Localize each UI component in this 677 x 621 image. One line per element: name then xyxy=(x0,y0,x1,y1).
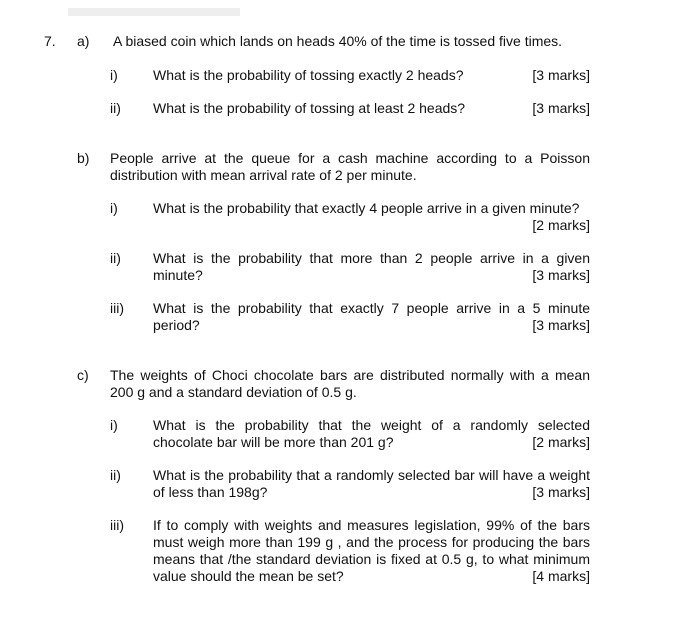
part-a-label: a) xyxy=(77,33,90,49)
part-c-item-2-marks: [3 marks] xyxy=(532,484,590,500)
part-b-item-3-text: What is the probability that exactly 7 people arrive in a 5 minute period? xyxy=(153,300,590,333)
part-b-item-2-label: ii) xyxy=(110,250,121,266)
part-b-item-3-marks: [3 marks] xyxy=(532,317,590,333)
part-b-item-1-text: What is the probability that exactly 4 people arrive in a given minute? xyxy=(153,200,580,216)
part-b-item-2-text: What is the probability that more than 2 people arrive in a given minute? xyxy=(153,250,590,283)
part-a-item-2-text: What is the probability of tossing at least 2 heads? xyxy=(153,100,466,116)
part-c-item-1-marks: [2 marks] xyxy=(532,434,590,450)
part-b-item-3-label: iii) xyxy=(110,300,124,316)
part-a-stem: A biased coin which lands on heads 40% of the time is tossed five times. xyxy=(113,33,563,49)
part-c-item-3-text: If to comply with weights and measures legislation, 99% of the bars must weigh more than 199 g , and the process for producing the bars means that /the standard deviation is fixed at 0.5 g, to what minimum value should the mean be set? xyxy=(153,517,590,584)
part-a-item-1-marks: [3 marks] xyxy=(532,67,590,83)
part-a-item-1-text: What is the probability of tossing exactly 2 heads? xyxy=(153,67,464,83)
part-a-item-2-label: ii) xyxy=(110,100,121,116)
part-a-item-2-marks: [3 marks] xyxy=(532,100,590,116)
part-b-item-1-marks: [2 marks] xyxy=(532,217,590,233)
part-c-item-3-marks: [4 marks] xyxy=(532,568,590,584)
part-b-label: b) xyxy=(77,150,90,166)
part-b-item-1-label: i) xyxy=(110,200,118,216)
part-b-stem: People arrive at the queue for a cash machine according to a Poisson distribution with mean arrival rate of 2 per minute. xyxy=(110,150,590,183)
part-c-item-2-text: What is the probability that a randomly selected bar will have a weight of less than 198g? xyxy=(153,467,590,500)
part-c-stem: The weights of Choci chocolate bars are distributed normally with a mean 200 g and a standard deviation of 0.5 g. xyxy=(110,367,590,400)
part-c-item-3-label: iii) xyxy=(110,517,124,533)
part-b-item-2-marks: [3 marks] xyxy=(532,267,590,283)
part-c-item-1-text: What is the probability that the weight of a randomly selected chocolate bar will be more than 201 g? xyxy=(153,417,590,450)
part-a-item-1-label: i) xyxy=(110,67,118,83)
scan-artifact xyxy=(68,8,240,16)
part-c-item-1-label: i) xyxy=(110,417,118,433)
part-c-item-2-label: ii) xyxy=(110,467,121,483)
question-number: 7. xyxy=(44,33,56,49)
part-c-label: c) xyxy=(77,367,89,383)
